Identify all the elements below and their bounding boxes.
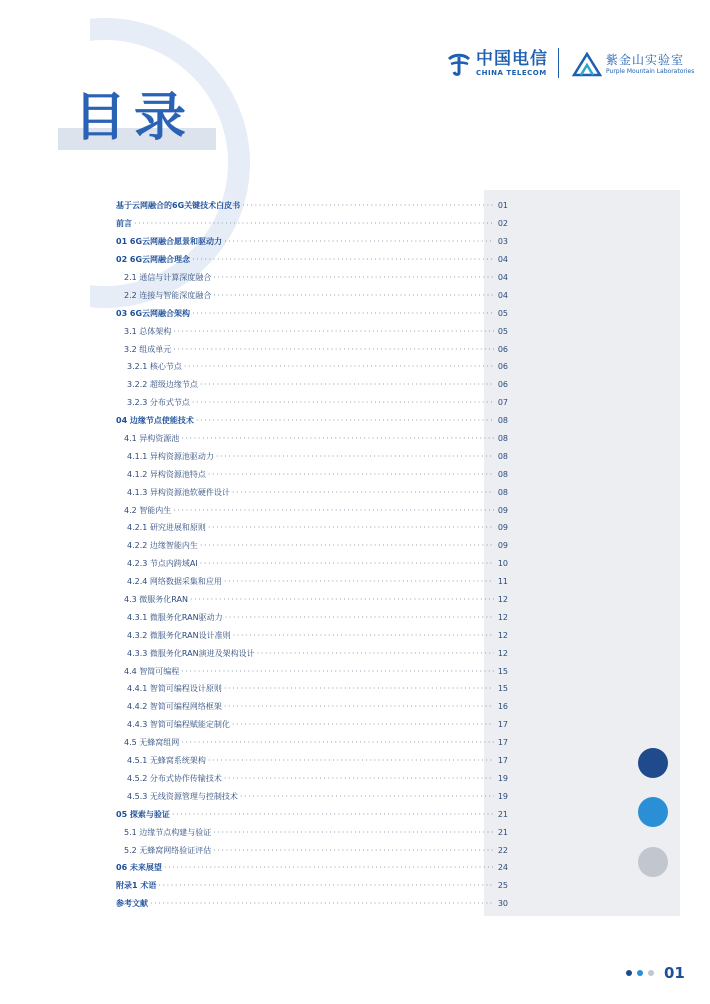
toc-leader-dots <box>134 219 494 228</box>
toc-leader-dots <box>181 434 494 443</box>
toc-leader-dots <box>181 667 494 676</box>
toc-entry-page: 30 <box>497 899 508 909</box>
toc-leader-dots <box>200 559 494 568</box>
toc-leader-dots <box>224 684 494 693</box>
toc-entry-label: 4.4.3 智简可编程赋能定制化 <box>127 720 230 730</box>
toc-entry[interactable] <box>116 412 508 430</box>
toc-entry-label: 05 探索与验证 <box>116 809 170 819</box>
toc-entry-label: 03 6G云网融合架构 <box>116 308 191 318</box>
toc-leader-dots <box>184 362 494 371</box>
toc-entry-label: 5.1 边缘节点构建与验证 <box>124 827 212 837</box>
toc-leader-dots <box>190 595 494 604</box>
telecom-cn-text: 中国电信 <box>476 49 548 69</box>
toc-entry-page: 06 <box>497 362 508 372</box>
toc-entry-label: 4.1.1 异构资源池驱动力 <box>127 451 214 461</box>
toc-entry-page: 11 <box>497 577 508 587</box>
lab-en-text: Purple Mountain Laboratories <box>606 67 695 75</box>
toc-leader-dots <box>208 470 494 479</box>
toc-entry-label: 4.2.4 网络数据采集和应用 <box>127 577 222 587</box>
toc-leader-dots <box>208 756 494 765</box>
toc-leader-dots <box>242 201 494 210</box>
toc-entry[interactable] <box>116 269 508 287</box>
toc-entry-label: 3.2.1 核心节点 <box>127 362 182 372</box>
toc-leader-dots <box>224 774 494 783</box>
toc-entry-label: 2.2 连接与智能深度融合 <box>124 290 212 300</box>
toc-entry-page: 19 <box>497 791 508 801</box>
toc-leader-dots <box>208 523 494 532</box>
toc-entry-label: 4.4.2 智简可编程网络框架 <box>127 702 222 712</box>
toc-leader-dots <box>233 631 494 640</box>
toc-entry-page: 12 <box>497 630 508 640</box>
toc-entry-label: 4.4.1 智简可编程设计原则 <box>127 684 222 694</box>
toc-entry-page: 08 <box>497 451 508 461</box>
toc-entry[interactable] <box>116 537 508 555</box>
toc-entry[interactable] <box>116 322 508 340</box>
toc-entry[interactable] <box>116 770 508 788</box>
china-telecom-icon <box>446 51 472 77</box>
table-of-contents <box>116 197 508 913</box>
toc-entry-label: 4.3.3 微服务化RAN演进及架构设计 <box>127 648 255 658</box>
toc-entry-page: 06 <box>497 380 508 390</box>
toc-leader-dots <box>224 577 494 586</box>
toc-entry-label: 4.2.3 节点内跨域AI <box>127 559 198 569</box>
toc-leader-dots <box>225 613 494 622</box>
toc-entry[interactable] <box>116 823 508 841</box>
toc-leader-dots <box>192 309 494 318</box>
toc-entry-page: 04 <box>497 273 508 282</box>
toc-entry[interactable] <box>116 698 508 716</box>
toc-entry-label: 06 未来展望 <box>116 863 162 873</box>
toc-entry-page: 02 <box>497 219 508 229</box>
purple-mountain-logo <box>572 46 694 82</box>
toc-entry-label: 4.1 异构资源池 <box>124 434 180 444</box>
toc-entry-page: 09 <box>497 541 508 551</box>
toc-entry[interactable] <box>116 859 508 877</box>
toc-entry-page: 24 <box>497 863 508 873</box>
toc-entry[interactable] <box>116 877 508 895</box>
toc-entry[interactable] <box>116 805 508 823</box>
page-number: 01 <box>664 964 685 982</box>
toc-entry-label: 3.2.2 超级边缘节点 <box>127 380 198 390</box>
toc-entry-label: 4.1.2 异构资源池特点 <box>127 469 206 479</box>
toc-entry-label: 4.5.2 分布式协作传输技术 <box>127 773 222 783</box>
decor-circle-light <box>638 847 668 877</box>
toc-entry-label: 4.3.2 微服务化RAN设计准则 <box>127 630 231 640</box>
toc-entry[interactable] <box>116 215 508 233</box>
toc-entry-label: 前言 <box>116 219 132 229</box>
toc-entry-label: 4.5 无蜂窝组网 <box>124 738 180 748</box>
toc-entry-page: 06 <box>497 344 508 354</box>
toc-entry-page: 07 <box>497 398 508 408</box>
toc-entry[interactable] <box>116 716 508 734</box>
toc-entry-page: 12 <box>497 612 508 622</box>
toc-leader-dots <box>257 649 494 658</box>
toc-entry-page: 08 <box>497 487 508 497</box>
toc-entry-page: 09 <box>497 523 508 533</box>
toc-entry-label: 4.2.2 边缘智能内生 <box>127 541 198 551</box>
toc-leader-dots <box>216 452 494 461</box>
toc-entry-label: 3.1 总体架构 <box>124 326 172 336</box>
toc-entry-page: 21 <box>497 809 508 819</box>
toc-entry-label: 参考文献 <box>116 899 148 909</box>
toc-entry[interactable] <box>116 626 508 644</box>
toc-entry-label: 3.2.3 分布式节点 <box>127 398 190 408</box>
toc-leader-dots <box>158 881 494 890</box>
decor-circle-dark <box>638 748 668 778</box>
toc-entry[interactable] <box>116 680 508 698</box>
toc-entry-label: 3.2 组成单元 <box>124 344 172 354</box>
footer-dot-dark <box>626 970 632 976</box>
toc-entry-page: 08 <box>497 469 508 479</box>
toc-leader-dots <box>224 237 494 246</box>
toc-entry-page: 22 <box>497 845 508 855</box>
toc-entry[interactable] <box>116 430 508 448</box>
toc-entry[interactable] <box>116 501 508 519</box>
toc-leader-dots <box>192 255 494 264</box>
toc-entry-page: 21 <box>497 827 508 837</box>
toc-entry-label: 4.2 智能内生 <box>124 505 172 515</box>
toc-entry-page: 04 <box>497 290 508 300</box>
page-title: 目录 <box>74 88 195 148</box>
toc-entry-label: 4.3.1 微服务化RAN驱动力 <box>127 612 223 622</box>
toc-leader-dots <box>173 327 494 336</box>
telecom-en-text: CHINA TELECOM <box>476 69 547 77</box>
toc-entry-label: 01 6G云网融合愿景和驱动力 <box>116 237 223 247</box>
toc-leader-dots <box>200 541 494 550</box>
china-telecom-logo <box>446 46 548 82</box>
toc-entry-page: 10 <box>497 559 508 569</box>
toc-entry[interactable] <box>116 483 508 501</box>
toc-entry[interactable] <box>116 555 508 573</box>
toc-entry[interactable] <box>116 573 508 591</box>
toc-entry[interactable] <box>116 340 508 358</box>
logo-divider <box>558 48 559 78</box>
toc-leader-dots <box>224 702 494 711</box>
toc-entry-page: 25 <box>497 881 508 891</box>
toc-entry[interactable] <box>116 608 508 626</box>
toc-leader-dots <box>232 720 494 729</box>
toc-leader-dots <box>181 738 494 747</box>
toc-leader-dots <box>173 506 494 515</box>
toc-entry-page: 17 <box>497 738 508 748</box>
toc-entry-page: 08 <box>497 416 508 426</box>
toc-entry-page: 05 <box>497 308 508 318</box>
toc-entry[interactable] <box>116 662 508 680</box>
toc-leader-dots <box>213 828 494 837</box>
toc-leader-dots <box>196 416 494 425</box>
toc-entry-label: 5.2 无蜂窝网络验证评估 <box>124 845 212 855</box>
footer-dot-mid <box>637 970 643 976</box>
toc-entry[interactable] <box>116 787 508 805</box>
toc-entry-page: 09 <box>497 505 508 515</box>
toc-entry-label: 02 6G云网融合理念 <box>116 255 191 265</box>
toc-leader-dots <box>192 398 494 407</box>
toc-entry[interactable] <box>116 376 508 394</box>
toc-entry-page: 12 <box>497 595 508 605</box>
toc-entry[interactable] <box>116 734 508 752</box>
toc-leader-dots <box>150 899 494 908</box>
toc-entry[interactable] <box>116 197 508 215</box>
toc-entry-label: 4.5.1 无蜂窝系统架构 <box>127 756 206 766</box>
toc-entry[interactable] <box>116 304 508 322</box>
toc-entry-label: 4.2.1 研究进展和原则 <box>127 523 206 533</box>
toc-leader-dots <box>232 488 494 497</box>
toc-entry[interactable] <box>116 447 508 465</box>
toc-entry[interactable] <box>116 358 508 376</box>
toc-entry[interactable] <box>116 251 508 269</box>
toc-entry[interactable] <box>116 233 508 251</box>
toc-entry-label: 04 边缘节点使能技术 <box>116 416 194 426</box>
toc-entry-page: 17 <box>497 756 508 766</box>
toc-entry-page: 16 <box>497 702 508 712</box>
toc-entry[interactable] <box>116 519 508 537</box>
toc-entry-label: 4.4 智简可编程 <box>124 666 180 676</box>
toc-entry-label: 4.3 微服务化RAN <box>124 595 188 605</box>
footer-dots <box>626 970 654 976</box>
toc-entry[interactable] <box>116 591 508 609</box>
toc-entry[interactable] <box>116 465 508 483</box>
toc-entry[interactable] <box>116 895 508 913</box>
toc-leader-dots <box>172 810 494 819</box>
lab-cn-text: 紫金山实验室 <box>606 52 685 67</box>
toc-entry-page: 08 <box>497 434 508 444</box>
toc-leader-dots <box>200 380 494 389</box>
toc-entry[interactable] <box>116 752 508 770</box>
toc-leader-dots <box>240 792 494 801</box>
toc-entry[interactable] <box>116 394 508 412</box>
footer-dot-light <box>648 970 654 976</box>
toc-leader-dots <box>213 273 494 282</box>
toc-entry[interactable] <box>116 644 508 662</box>
toc-entry-label: 2.1 通信与计算深度融合 <box>124 273 212 282</box>
toc-entry-page: 01 <box>497 201 508 211</box>
mountain-icon <box>572 51 602 77</box>
toc-entry-page: 15 <box>497 684 508 694</box>
toc-entry-page: 12 <box>497 648 508 658</box>
decor-circle-mid <box>638 797 668 827</box>
toc-entry-page: 05 <box>497 326 508 336</box>
toc-entry-label: 4.5.3 无线资源管理与控制技术 <box>127 791 238 801</box>
toc-entry-page: 19 <box>497 773 508 783</box>
toc-entry[interactable] <box>116 841 508 859</box>
toc-entry-label: 附录1 术语 <box>116 881 157 891</box>
toc-entry-page: 04 <box>497 255 508 265</box>
toc-entry-label: 4.1.3 异构资源池软硬件设计 <box>127 487 230 497</box>
toc-leader-dots <box>213 291 494 300</box>
toc-entry[interactable] <box>116 286 508 304</box>
toc-leader-dots <box>164 863 494 872</box>
toc-entry-page: 03 <box>497 237 508 247</box>
toc-leader-dots <box>213 846 494 855</box>
toc-entry-page: 15 <box>497 666 508 676</box>
toc-entry-label: 基于云网融合的6G关键技术白皮书 <box>116 201 241 211</box>
toc-entry-page: 17 <box>497 720 508 730</box>
toc-leader-dots <box>173 345 494 354</box>
